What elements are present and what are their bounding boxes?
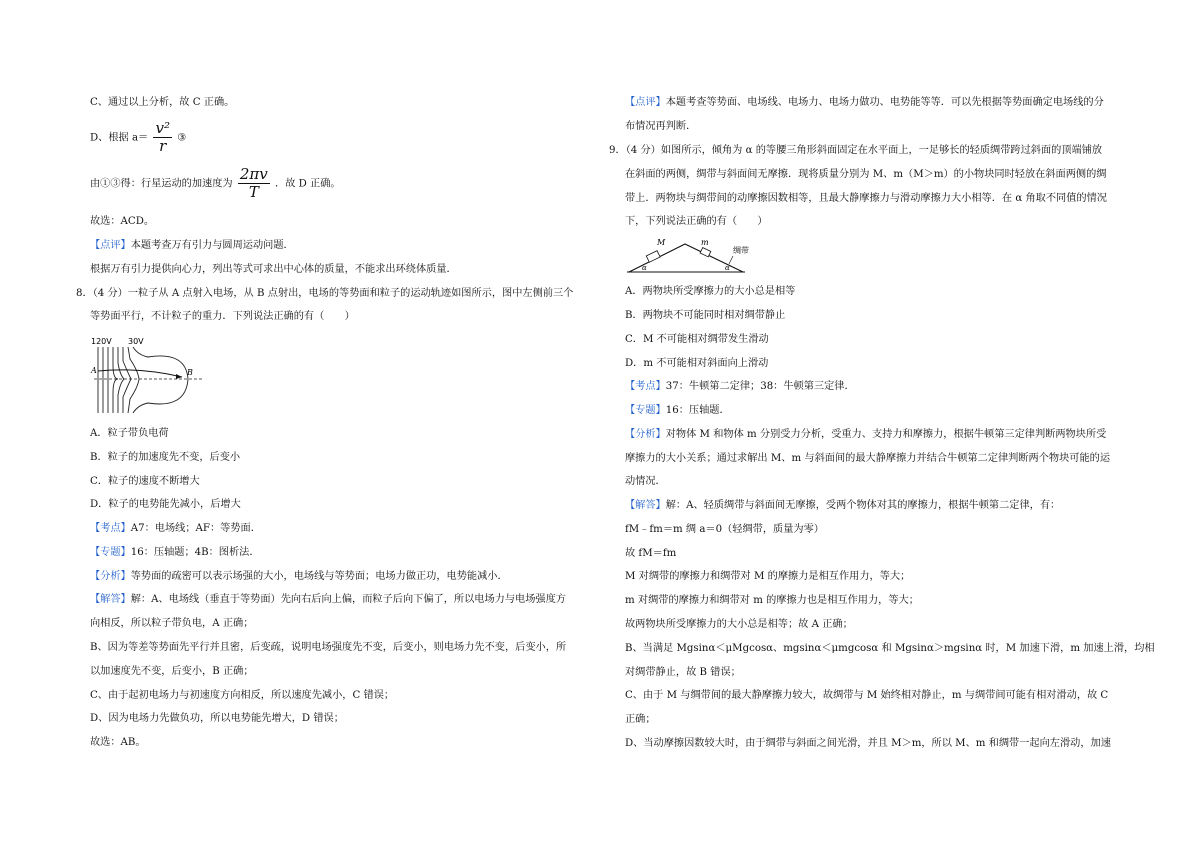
right-jieda-line-6: 对绸带静止，故 B 错误； (625, 667, 741, 678)
right-fenxi-line-2: 摩擦力的大小关系；通过求解出 M、m 与斜面间的最大静摩擦力并结合牛顿第二定律判断两个物块可能的运 (625, 453, 1111, 464)
option-c-conclusion: C、通过以上分析，故 C 正确。 (90, 97, 235, 108)
comment-detail: 根据万有引力提供向心力，列出等式可求出中心体的质量，不能求出环绕体质量． (90, 264, 457, 275)
question-9-option-b: B．两物块不可能同时相对绸带静止 (625, 310, 786, 321)
friction-equality: 故 fM＝fm (625, 548, 677, 559)
label-silk: 绸带 (733, 246, 749, 255)
point-b-label: B (187, 368, 193, 377)
acceleration-conclusion: 由①③得：行星运动的加速度为 $\frac{2\pi v}{T}$ ．故 D 正确。 (90, 165, 341, 201)
question-8-option-a: A．粒子带负电荷 (90, 428, 169, 439)
right-jieda-line-5: B、当满足 Mgsinα＜μMgcosα、mgsinα＜μmgcosα 和 Mgsinα＞mgsinα 时，M 加速下滑，m 加速上滑，均相 (625, 643, 1155, 654)
question-9-stem-3: 带上．两物块与绸带间的动摩擦因数相等，且最大静摩擦力与滑动摩擦力大小相等．在 α 角取不同值的情况 (625, 193, 1107, 204)
right-jieda-line-8: 正确； (625, 714, 656, 725)
question-9-stem-2: 在斜面的两侧，绸带与斜面间无摩擦．现将质量分别为 M、m（M＞m）的小物块同时轻放在斜面两侧的绸 (625, 169, 1107, 180)
right-jieda-line-4: 故两物块所受摩擦力的大小总是相等；故 A 正确； (625, 619, 853, 630)
right-jieda-line-7: C、由于 M 与绸带间的最大静摩擦力较大，故绸带与 M 始终相对静止，m 与绸带间可能有相对滑动，故 C (625, 690, 1109, 701)
particle-trajectory (98, 370, 182, 377)
block-m (700, 248, 711, 257)
question-8-option-b: B．粒子的加速度先不变，后变小 (90, 452, 241, 463)
question-9-option-a: A．两物块所受摩擦力的大小总是相等 (625, 286, 796, 297)
fenxi-line: 【分析】等势面的疏密可以表示场强的大小，电场线与等势面；电场力做正功，电势能减小． (90, 571, 508, 582)
incline-figure (625, 234, 775, 278)
label-M: M (657, 238, 666, 247)
right-jieda-line-3: m 对绸带的摩擦力和绸带对 m 的摩擦力也是相互作用力，等大； (625, 595, 919, 606)
point-a-label: A (91, 366, 97, 375)
block-M (646, 251, 660, 263)
jieda-line-1: 【解答】解：A、电场线（垂直于等势面）先向右后向上偏，而粒子后向下偏了，所以电场力与电场强度方 (90, 594, 566, 605)
jieda-line-6: D、因为电场力先做负功，所以电势能先增大，D 错误； (90, 713, 344, 724)
answer-acd: 故选：ACD。 (90, 216, 155, 227)
label-120v: 120V (91, 337, 112, 346)
friction-equation: fM﹣fm＝m 绸 a＝0（轻绸带，质量为零） (625, 524, 824, 535)
alpha-left: α (642, 264, 647, 272)
label-m: m (701, 238, 709, 247)
silk-pointer (729, 256, 733, 264)
jieda-line-3: B、因为等差等势面先平行并且密，后变疏，说明电场强度先不变，后变小，则电场力先不变，后变小，所 (90, 642, 567, 653)
question-9-option-c: C．M 不可能相对绸带发生滑动 (625, 334, 769, 345)
equipotential-figure (90, 333, 206, 417)
fraction-v2-over-r: $\frac{\text{v²}}{r}$ (155, 119, 170, 155)
right-fenxi-line-3: 动情况． (625, 476, 666, 487)
right-fenxi-line-1: 【分析】对物体 M 和物体 m 分别受力分析，受重力、支持力和摩擦力，根据牛顿第三定律判断两物块所受 (625, 429, 1107, 440)
question-8-option-c: C．粒子的速度不断增大 (90, 476, 200, 487)
right-comment-line-1: 【点评】本题考查等势面、电场线、电场力、电场力做功、电势能等等．可以先根据等势面确定电场线的分 (625, 97, 1104, 108)
zhuanti-line: 【专题】16：压轴题；4B：图析法． (90, 547, 260, 558)
jieda-line-2: 向相反，所以粒子带负电，A 正确； (90, 618, 254, 629)
comment-line: 【点评】本题考查万有引力与圆周运动问题． (90, 240, 294, 251)
question-9-option-d: D．m 不可能相对斜面向上滑动 (625, 358, 769, 369)
right-zhuanti-line: 【专题】16：压轴题． (625, 405, 730, 416)
jieda-line-5: C、由于起初电场力与初速度方向相反，所以速度先减小，C 错误； (90, 690, 395, 701)
question-8-option-d: D．粒子的电势能先减小，后增大 (90, 499, 241, 510)
jieda-line-4: 以加速度先不变，后变小，B 正确； (90, 666, 254, 677)
fraction-2piv-over-T: $\frac{2\pi v}{T}$ (239, 165, 268, 201)
right-jieda-line-1: 【解答】解：A、轻质绸带与斜面间无摩擦，受两个物体对其的摩擦力，根据牛顿第二定律，有： (625, 500, 1061, 511)
kaodian-line: 【考点】A7：电场线；AF：等势面． (90, 523, 261, 534)
right-comment-line-2: 布情况再判断． (625, 121, 697, 132)
equipotential-lines (98, 347, 188, 413)
right-kaodian-line: 【考点】37：牛顿第二定律；38：牛顿第三定律． (625, 381, 855, 392)
question-9-stem-1: 9．（4 分）如图所示，倾角为 α 的等腰三角形斜面固定在水平面上，一足够长的轻质绸带跨过斜面的顶端铺放 (609, 145, 1103, 156)
question-9-stem-4: 下，下列说法正确的有（ ） (625, 216, 768, 227)
alpha-right: α (725, 264, 730, 272)
comment-tag: 【点评】 (90, 240, 131, 251)
question-8-stem-2: 等势面平行，不计粒子的重力．下列说法正确的有（ ） (90, 311, 355, 322)
question-8-stem-1: 8．（4 分）一粒子从 A 点射入电场，从 B 点射出，电场的等势面和粒子的运动轨迹如图所示，图中左侧前三个 (76, 288, 574, 299)
right-jieda-line-9: D、当动摩擦因数较大时，由于绸带与斜面之间光滑，并且 M＞m，所以 M、m 和绸带一起向左滑动，加速 (625, 738, 1111, 749)
label-30v: 30V (128, 337, 144, 346)
right-jieda-line-2: M 对绸带的摩擦力和绸带对 M 的摩擦力是相互作用力，等大； (625, 571, 911, 582)
option-d-formula: D、根据 a＝ $\frac{\text{v²}}{r}$ ③ (90, 119, 187, 155)
answer-ab: 故选：AB。 (90, 737, 146, 748)
